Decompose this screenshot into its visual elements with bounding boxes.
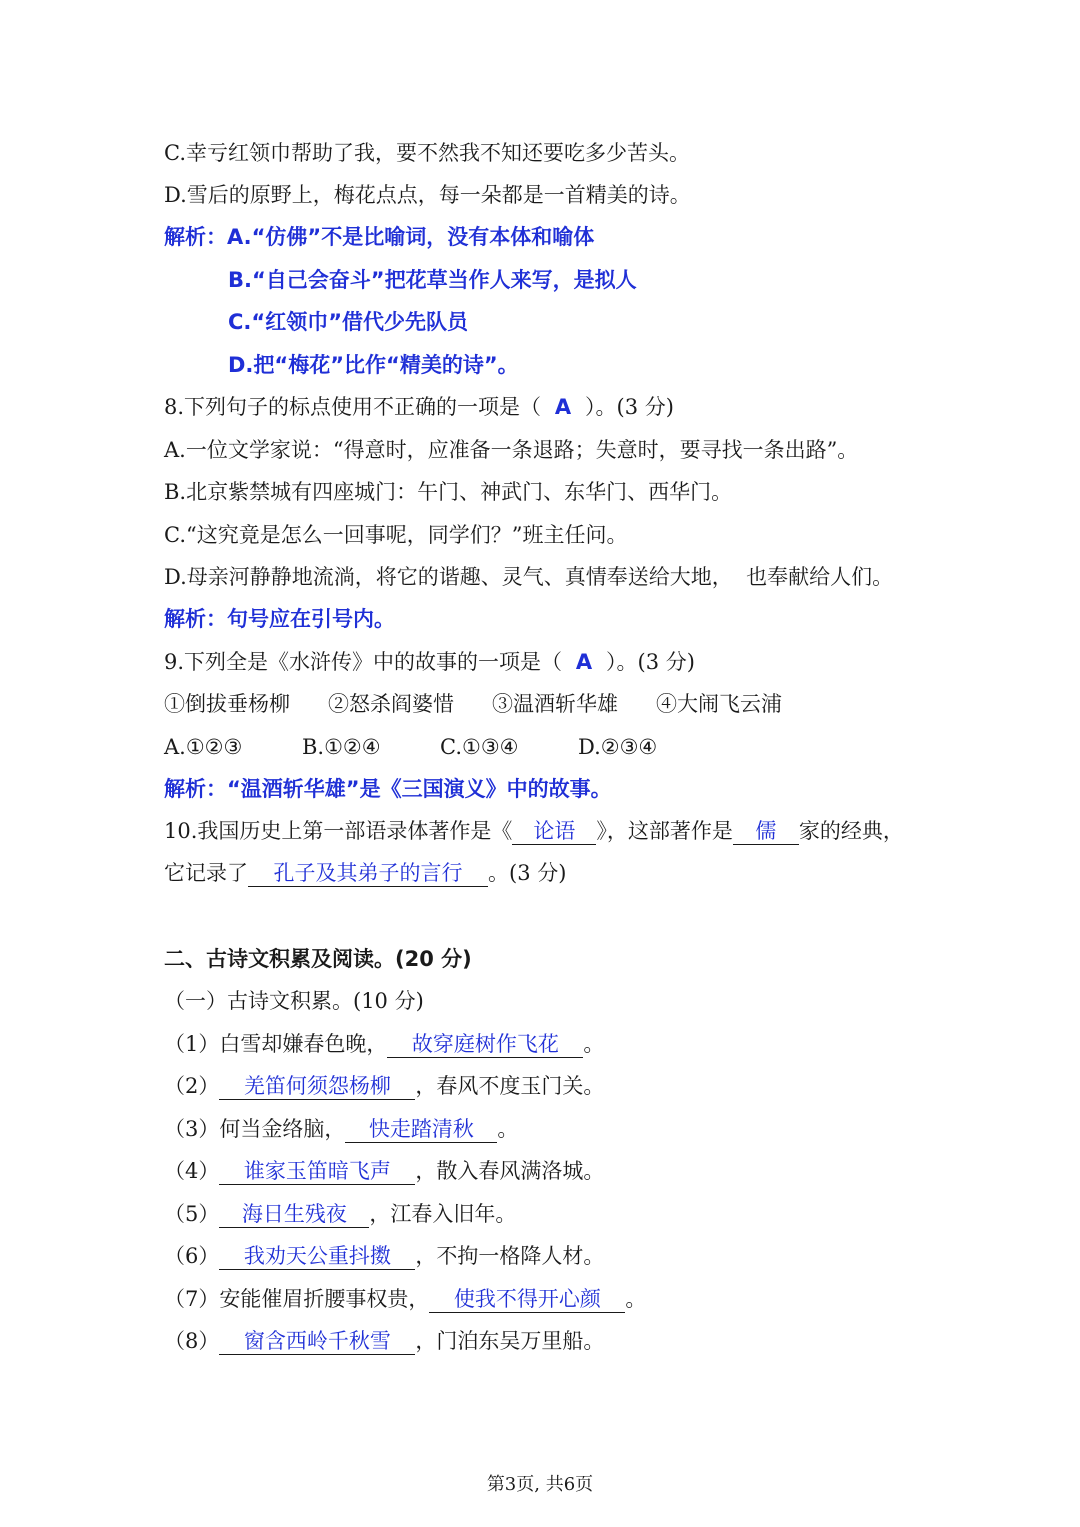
poem-5-post: ，江春入旧年。 [369,1202,517,1226]
poem-item-8 [164,1326,1020,1356]
q7-analysis-d: D.把“梅花”比作“精美的诗”。 [228,353,519,377]
q9-item: ④大闹飞云浦 [656,692,782,716]
q8-analysis: 解析：句号应在引号内。 [164,607,395,631]
q10-line-2 [164,858,1020,888]
q9-option: A.①②③ [164,735,243,759]
poem-8-blank: 窗含西岭千秋雪 [219,1328,415,1355]
poem-6-blank: 我劝天公重抖擞 [219,1243,415,1270]
q8-option-a: A.一位文学家说：“得意时，应准备一条退路；失意时，要寻找一条出路”。 [164,438,859,462]
poem-1-post: 。 [583,1032,605,1056]
q10-text-mid: 》，这部著作是 [596,819,733,843]
q9-option: C.①③④ [440,735,519,759]
poem-7-pre: （7）安能催眉折腰事权贵， [164,1287,430,1311]
q9-option: B.①②④ [302,735,381,759]
poem-6-pre: （6） [164,1244,220,1268]
q9-options [164,732,1020,762]
poem-2-pre: （2） [164,1074,220,1098]
page-footer: 第3页, 共6页 [486,1474,594,1495]
q9-answer: A [575,650,593,674]
poem-4-blank: 谁家玉笛暗飞声 [219,1158,415,1185]
q9-item: ②怒杀阎婆惜 [328,692,454,716]
section-2-title: 二、古诗文积累及阅读。(20 分) [164,947,472,971]
q10-text-post: 家的经典， [798,819,904,843]
poem-item-6 [164,1241,1020,1271]
subsection-1-title: （一）古诗文积累。(10 分) [164,989,424,1013]
poem-1-pre: （1）白雪却嫌春色晚， [164,1032,388,1056]
poem-3-blank: 快走踏清秋 [345,1116,497,1143]
q8-question [164,392,1020,422]
q7-option-d [164,180,1020,210]
q7-analysis-c: C.“红领巾”借代少先队员 [228,310,468,334]
q10-blank-3: 孔子及其弟子的言行 [248,860,488,887]
poem-1-blank: 故穿庭树作飞花 [387,1031,583,1058]
q10-line-1 [164,816,1020,846]
poem-3-pre: （3）何当金络脑， [164,1117,346,1141]
q9-item: ①倒拔垂杨柳 [164,692,290,716]
poem-item-7 [164,1284,1020,1314]
q7-option-d-text: D.雪后的原野上，梅花点点，每一朵都是一首精美的诗。 [164,183,691,207]
poem-5-blank: 海日生残夜 [219,1201,369,1228]
poem-7-blank: 使我不得开心颜 [429,1286,625,1313]
poem-item-2 [164,1071,1020,1101]
q7-analysis-b: B.“自己会奋斗”把花草当作人来写，是拟人 [228,268,637,292]
q9-item: ③温酒斩华雄 [492,692,618,716]
poem-item-1 [164,1029,1020,1059]
q10b-text-post: 。(3 分) [488,861,567,885]
q8-score: ）。(3 分) [585,395,674,419]
q9-items [164,689,1020,719]
poem-4-post: ，散入春风满洛城。 [415,1159,605,1183]
q7-option-c-text: C.幸亏红领巾帮助了我，要不然我不知还要吃多少苦头。 [164,141,690,165]
poem-8-post: ，门泊东吴万里船。 [415,1329,605,1353]
q9-question-text: 9.下列全是《水浒传》中的故事的一项是（ [164,650,563,674]
q8-option-d: D.母亲河静静地流淌，将它的谐趣、灵气、真情奉送给大地， 也奉献给人们。 [164,565,894,589]
q10-blank-1: 论语 [512,818,596,845]
q9-score: ）。(3 分) [606,650,695,674]
q7-option-c [164,138,1020,168]
q7-analysis-a: 解析：A.“仿佛”不是比喻词，没有本体和喻体 [164,225,595,249]
q8-option-b: B.北京紫禁城有四座城门：午门、神武门、东华门、西华门。 [164,480,733,504]
poem-item-3 [164,1114,1020,1144]
poem-6-post: ，不拘一格降人材。 [415,1244,605,1268]
q10b-text-pre: 它记录了 [164,861,248,885]
q10-text-pre: 10.我国历史上第一部语录体著作是《 [164,819,513,843]
poem-8-pre: （8） [164,1329,220,1353]
q10-blank-2: 儒 [733,818,799,845]
poem-3-post: 。 [497,1117,519,1141]
poem-5-pre: （5） [164,1202,220,1226]
q9-option: D.②③④ [578,735,658,759]
q8-option-c: C.“这究竟是怎么一回事呢，同学们？”班主任问。 [164,523,628,547]
q9-analysis: 解析：“温酒斩华雄”是《三国演义》中的故事。 [164,777,612,801]
poem-4-pre: （4） [164,1159,220,1183]
poem-2-post: ，春风不度玉门关。 [415,1074,605,1098]
poem-item-4 [164,1156,1020,1186]
q9-question [164,647,1020,677]
poem-item-5 [164,1199,1020,1229]
q8-answer: A [554,395,572,419]
poem-7-post: 。 [625,1287,647,1311]
q8-question-text: 8.下列句子的标点使用不正确的一项是（ [164,395,542,419]
poem-2-blank: 羌笛何须怨杨柳 [219,1073,415,1100]
